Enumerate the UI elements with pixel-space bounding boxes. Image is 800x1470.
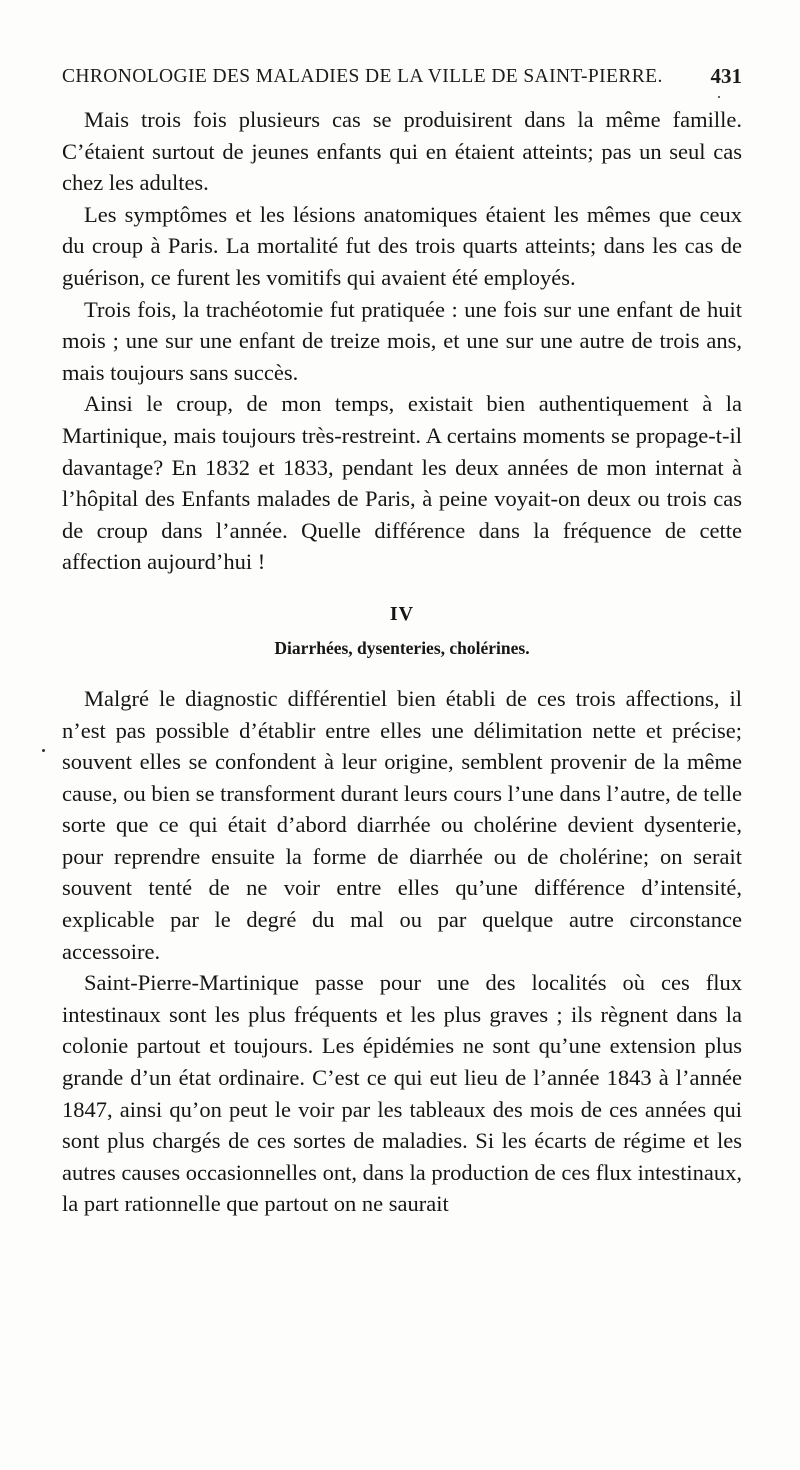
- page-header: [62, 66, 742, 96]
- paragraph: Malgré le diagnostic différentiel bien établi de ces trois affections, il n’est pas possible d’établir entre elles une délimitation nette et précise; souvent elles se confondent à leur origine, semblent provenir de la même cause, ou bien se transforment durant leurs cours l’une dans l’autre, de telle sorte que ce qui était d’abord diarrhée ou cholérine devient dysenterie, pour reprendre ensuite la forme de diarrhée ou de cholérine; on serait souvent tenté de ne voir entre elles qu’une différence d’intensité, explicable par le degré du mal ou par quelque autre circonstance accessoire.: [62, 685, 742, 964]
- running-title: CHRONOLOGIE DES MALADIES DE LA VILLE DE SAINT-PIERRE.: [62, 66, 663, 87]
- ink-speck: [718, 96, 720, 98]
- paragraph: Mais trois fois plusieurs cas se produisirent dans la même famille. C’étaient surtout de jeunes enfants qui en étaient atteints; pas un seul cas chez les adultes.: [62, 107, 742, 196]
- section-title: Diarrhées, dysenteries, cholérines.: [274, 637, 530, 658]
- paragraph: Saint-Pierre-Martinique passe pour une des localités où ces flux intestinaux sont les plus fréquents et les plus graves ; ils règnent dans la colonie partout et toujours. Les épidémies ne sont qu’une extension plus grande d’un état ordinaire. C’est ce qui eut lieu de l’année 1843 à l’année 1847, ainsi qu’on peut le voir par les tableaux des mois de ces années qui sont plus chargés de ces sortes de maladies. Si les écarts de régime et les autres causes occasionnelles ont, dans la production de ces flux intestinaux, la part rationnelle que partout on ne saurait: [62, 970, 742, 1217]
- page-number: 431: [710, 64, 742, 88]
- ink-speck: [42, 749, 45, 752]
- body-text: [62, 104, 742, 1220]
- section-number: IV: [389, 602, 415, 625]
- paragraph: Les symptômes et les lésions anatomiques étaient les mêmes que ceux du croup à Paris. La mortalité fut des trois quarts atteints; dans les cas de guérison, ce furent les vomitifs qui avaient été employés.: [62, 201, 742, 290]
- paragraph: Ainsi le croup, de mon temps, existait bien authentiquement à la Martinique, mais toujours très-restreint. A certains moments se propage-t-il davantage? En 1832 et 1833, pendant les deux années de mon internat à l’hôpital des Enfants malades de Paris, à peine voyait-on deux ou trois cas de croup dans l’année. Quelle différence dans la fréquence de cette affection aujourd’hui !: [62, 391, 742, 575]
- paragraph: Trois fois, la trachéotomie fut pratiquée : une fois sur une enfant de huit mois ; une sur une enfant de treize mois, et une sur une autre de trois ans, mais toujours sans succès.: [62, 296, 742, 385]
